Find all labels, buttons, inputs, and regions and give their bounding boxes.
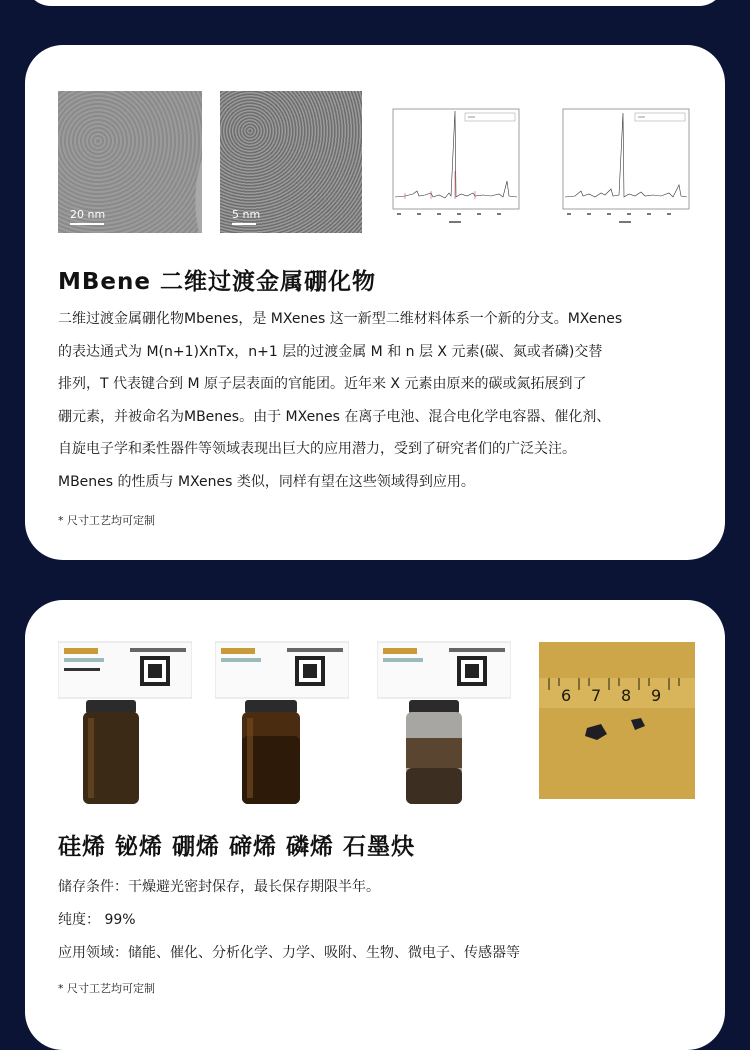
custom-note: * 尺寸工艺均可定制 [58,514,155,527]
tem-image-1 [58,91,202,233]
top-card-edge [25,0,725,6]
paragraph-line: 自旋电子学和柔性器件等领域表现出巨大的应用潜力，受到了研究者们的广泛关注。 [58,441,576,457]
paragraph-line: 硼元素，并被命名为MBenes。由于 MXenes 在离子电池、混合电化学电容器、催化剂、 [58,408,611,425]
crystal-photo [539,642,695,799]
ruler-mark: 9 [651,686,662,705]
scale-bar [70,223,104,225]
description [58,303,698,498]
mbene-card [25,45,725,560]
scale-bar [232,223,256,225]
ruler-mark: 7 [591,686,602,705]
section-title: 硅烯 铋烯 硼烯 碲烯 磷烯 石墨炔 [58,834,416,860]
xenes-card [25,600,725,1050]
sample-vial-2 [215,640,349,805]
ruler-mark: 8 [621,686,632,705]
paragraph-line: 排列，T 代表键合到 M 原子层表面的官能团。近年来 X 元素由原来的碳或氮拓展到了 [58,376,587,392]
xrd-pattern-1 [375,101,525,237]
scale-label: 20 nm [70,208,106,221]
purity-info: 纯度： 99% [58,912,136,928]
sample-vial-1 [58,640,192,805]
tem-image-2 [220,91,362,233]
section-title: MBene 二维过渡金属硼化物 [58,269,376,295]
custom-note: * 尺寸工艺均可定制 [58,982,155,995]
storage-info: 储存条件：干燥避光密封保存，最长保存期限半年。 [58,879,380,895]
ruler-image [539,642,695,799]
application-info: 应用领域：储能、催化、分析化学、力学、吸附、生物、微电子、传感器等 [58,945,520,961]
paragraph-line: MBenes 的性质与 MXenes 类似，同样有望在这些领域得到应用。 [58,473,475,490]
paragraph-line: 二维过渡金属硼化物Mbenes，是 MXenes 这一新型二维材料体系一个新的分支。MXenes [58,311,623,327]
xrd-pattern-2 [545,101,695,237]
scale-label: 5 nm [232,208,261,221]
paragraph-line: 的表达通式为 M(n+1)XnTx，n+1 层的过渡金属 M 和 n 层 X 元素(碳、氮或者磷)交替 [58,343,603,360]
ruler-mark: 6 [561,686,572,705]
sample-vial-3 [377,640,511,805]
